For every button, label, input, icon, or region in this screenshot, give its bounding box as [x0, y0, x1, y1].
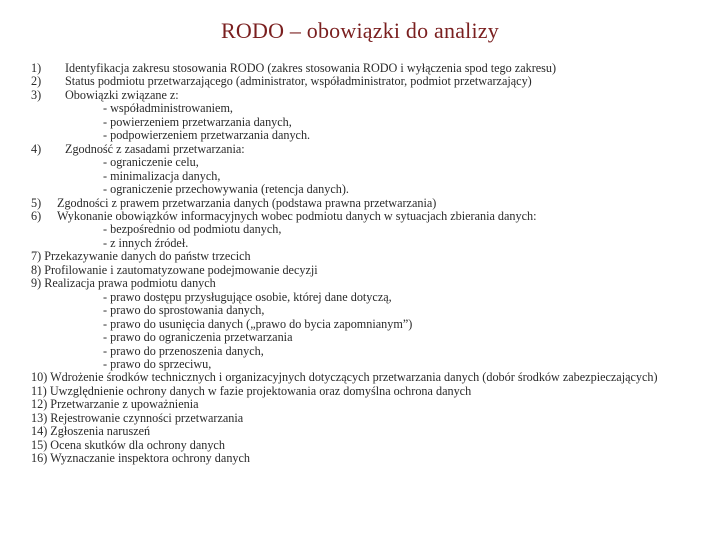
item-number: 1) [31, 61, 42, 75]
sub-item: - ograniczenie celu, [103, 155, 199, 170]
sub-item: - prawo do przenoszenia danych, [103, 343, 264, 358]
list-item-12: 12) Przetwarzanie z upoważnienia [31, 397, 199, 412]
sub-item: - prawo do sprzeciwu, [103, 356, 212, 371]
sub-item: - prawo do ograniczenia przetwarzania [103, 330, 293, 345]
item-text: Identyfikacja zakresu stosowania RODO (zakres stosowania RODO i wyłączenia spod tego zakresu) [65, 61, 557, 75]
list-item-11: 11) Uwzględnienie ochrony danych w fazie projektowania oraz domyślna ochrona danych [31, 383, 472, 398]
sub-item: - współadministrowaniem, [103, 101, 233, 116]
list-item-7: 7) Przekazywanie danych do państw trzecich [31, 249, 251, 264]
list-item-3 [31, 89, 691, 102]
list-item-2 [31, 75, 691, 88]
list-item-13: 13) Rejestrowanie czynności przetwarzania [31, 410, 244, 425]
list-item-4 [31, 143, 691, 156]
list-item-5 [31, 197, 691, 210]
list-item-15: 15) Ocena skutków dla ochrony danych [31, 437, 225, 452]
item-number: 5) [31, 195, 42, 210]
list-item-16: 16) Wyznaczanie inspektora ochrony danych [31, 451, 251, 466]
item-number: 3) [31, 87, 42, 102]
item-text: Status podmiotu przetwarzającego (administrator, współadministrator, podmiot przetwarzający) [65, 74, 532, 89]
slide-title: RODO – obowiązki do analizy [221, 18, 499, 43]
sub-item: - ograniczenie przechowywania (retencja danych). [103, 182, 349, 197]
list-item-9: 9) Realizacja prawa podmiotu danych [31, 276, 216, 291]
sub-item: - powierzeniem przetwarzania danych, [103, 114, 292, 129]
obligations-list [31, 62, 691, 466]
list-item-8: 8) Profilowanie i zautomatyzowane podejmowanie decyzji [31, 262, 318, 277]
item-number: 6) [31, 208, 42, 223]
sub-item: - z innych źródeł. [103, 235, 189, 250]
item-text: Obowiązki związane z: [65, 87, 179, 102]
item-text: Wykonanie obowiązków informacyjnych wobec podmiotu danych w sytuacjach zbierania danych: [57, 208, 537, 223]
sub-item: - podpowierzeniem przetwarzania danych. [103, 128, 311, 143]
item-number: 4) [31, 141, 42, 156]
item-text: Zgodność z zasadami przetwarzania: [65, 141, 245, 156]
list-item-6 [31, 210, 691, 223]
sub-item: - prawo do sprostowania danych, [103, 303, 265, 318]
list-item-14: 14) Zgłoszenia naruszeń [31, 424, 151, 439]
item-text: Zgodności z prawem przetwarzania danych (podstawa prawna przetwarzania) [57, 195, 437, 210]
sub-item: - prawo do usunięcia danych („prawo do bycia zapomnianym”) [103, 316, 413, 331]
list-item-1 [31, 62, 691, 75]
sub-item: - minimalizacja danych, [103, 168, 221, 183]
item-number: 2) [31, 74, 42, 89]
sub-item: - bezpośrednio od podmiotu danych, [103, 222, 282, 237]
sub-item: - prawo dostępu przysługujące osobie, której dane dotyczą, [103, 289, 392, 304]
list-item-10: 10) Wdrożenie środków technicznych i organizacyjnych dotyczących przetwarzania danych (dobór środków zabezpieczających) [31, 370, 658, 385]
